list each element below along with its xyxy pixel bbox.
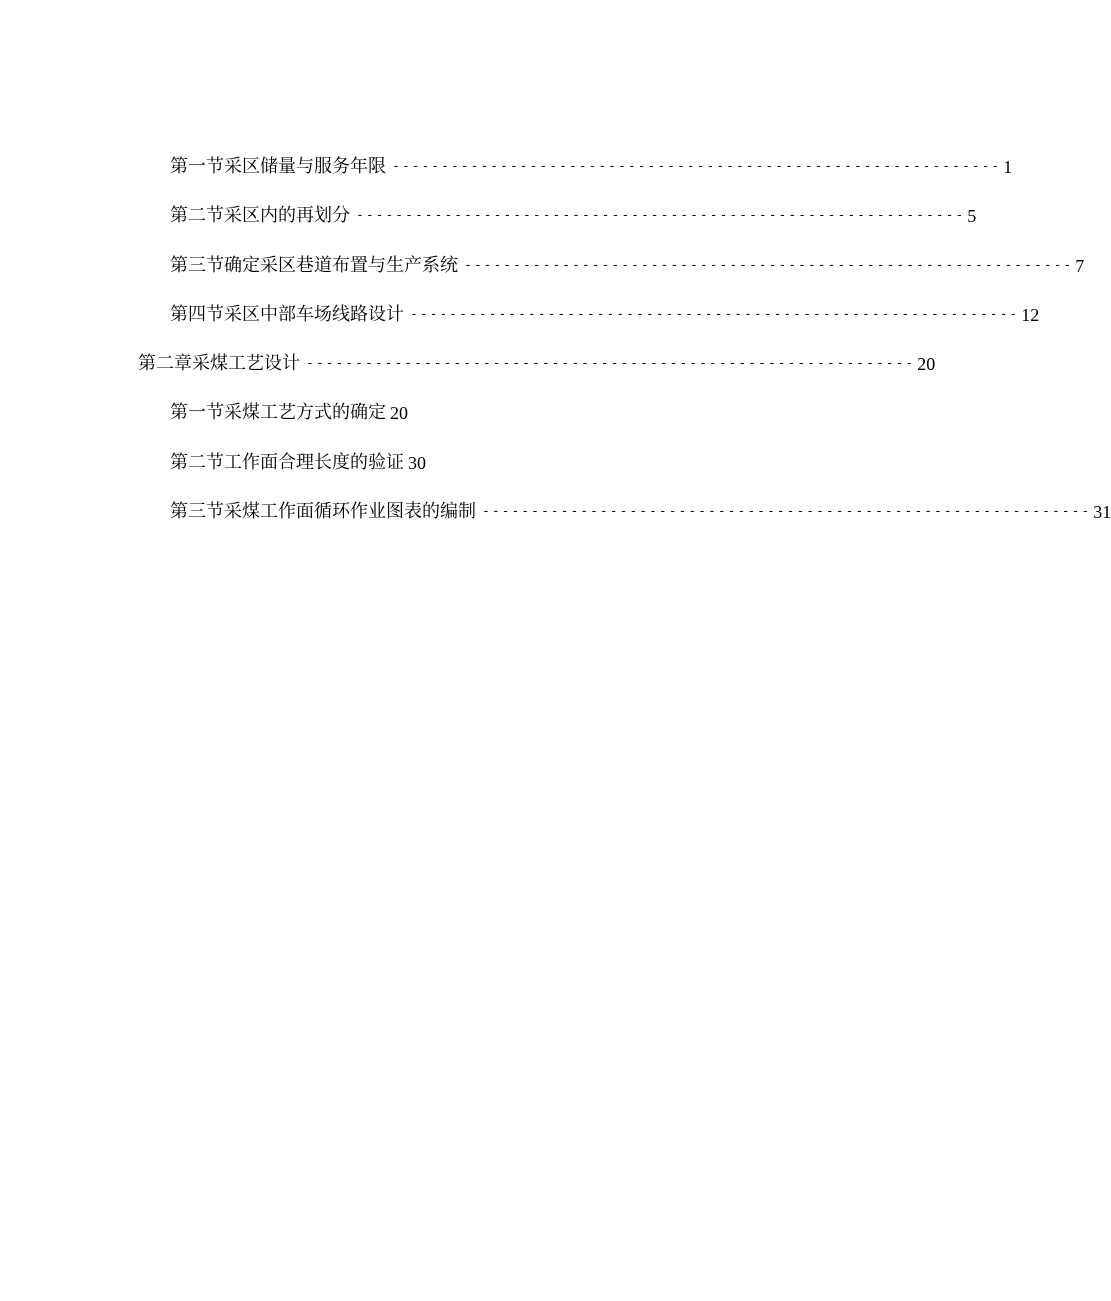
toc-entry[interactable] (170, 155, 1013, 179)
toc-dot-leader: -------------------------------------------------------------- (306, 356, 916, 371)
toc-page-number: 1 (1003, 157, 1013, 177)
toc-dot-leader: -------------------------------------------------------------- (392, 159, 1002, 174)
toc-page-number: 20 (390, 403, 408, 423)
toc-page-number: 20 (917, 354, 936, 374)
toc-entry-title: 第一节采煤工艺方式的确定 (170, 402, 386, 423)
toc-dot-leader: -------------------------------------------------------------- (356, 208, 966, 223)
toc-page-number: 5 (967, 206, 977, 226)
toc-page-number: 30 (408, 453, 426, 473)
toc-dot-leader: -------------------------------------------------------------- (464, 258, 1074, 273)
toc-page-number: 31 (1093, 502, 1111, 522)
toc-entry-title: 第一节采区储量与服务年限 (170, 156, 386, 177)
toc-dot-leader: -------------------------------------------------------------- (410, 307, 1020, 322)
toc-entry[interactable] (170, 401, 408, 425)
toc-entry[interactable] (170, 303, 1040, 327)
toc-chapter-entry[interactable] (138, 352, 936, 376)
toc-entry[interactable] (170, 451, 426, 475)
toc-entry-title: 第二章采煤工艺设计 (138, 353, 300, 374)
toc-entry-title: 第四节采区中部车场线路设计 (170, 304, 404, 325)
toc-entry-title: 确定采区巷道布置与生产系统 (224, 255, 458, 276)
toc-entry[interactable] (170, 204, 977, 228)
toc-entry[interactable] (170, 500, 1111, 524)
toc-entry[interactable] (170, 254, 1085, 278)
toc-page-number: 7 (1075, 256, 1085, 276)
toc-entry-title: 第二节工作面合理长度的验证 (170, 452, 404, 473)
toc-entry-title: 第二节采区内的再划分 (170, 205, 350, 226)
toc-dot-leader: -------------------------------------------------------------- (482, 504, 1092, 519)
toc-entry-section-label: 第三节 (170, 255, 224, 276)
table-of-contents (0, 0, 1111, 540)
toc-page-number: 12 (1021, 305, 1040, 325)
toc-entry-title: 第三节采煤工作面循环作业图表的编制 (170, 501, 476, 522)
